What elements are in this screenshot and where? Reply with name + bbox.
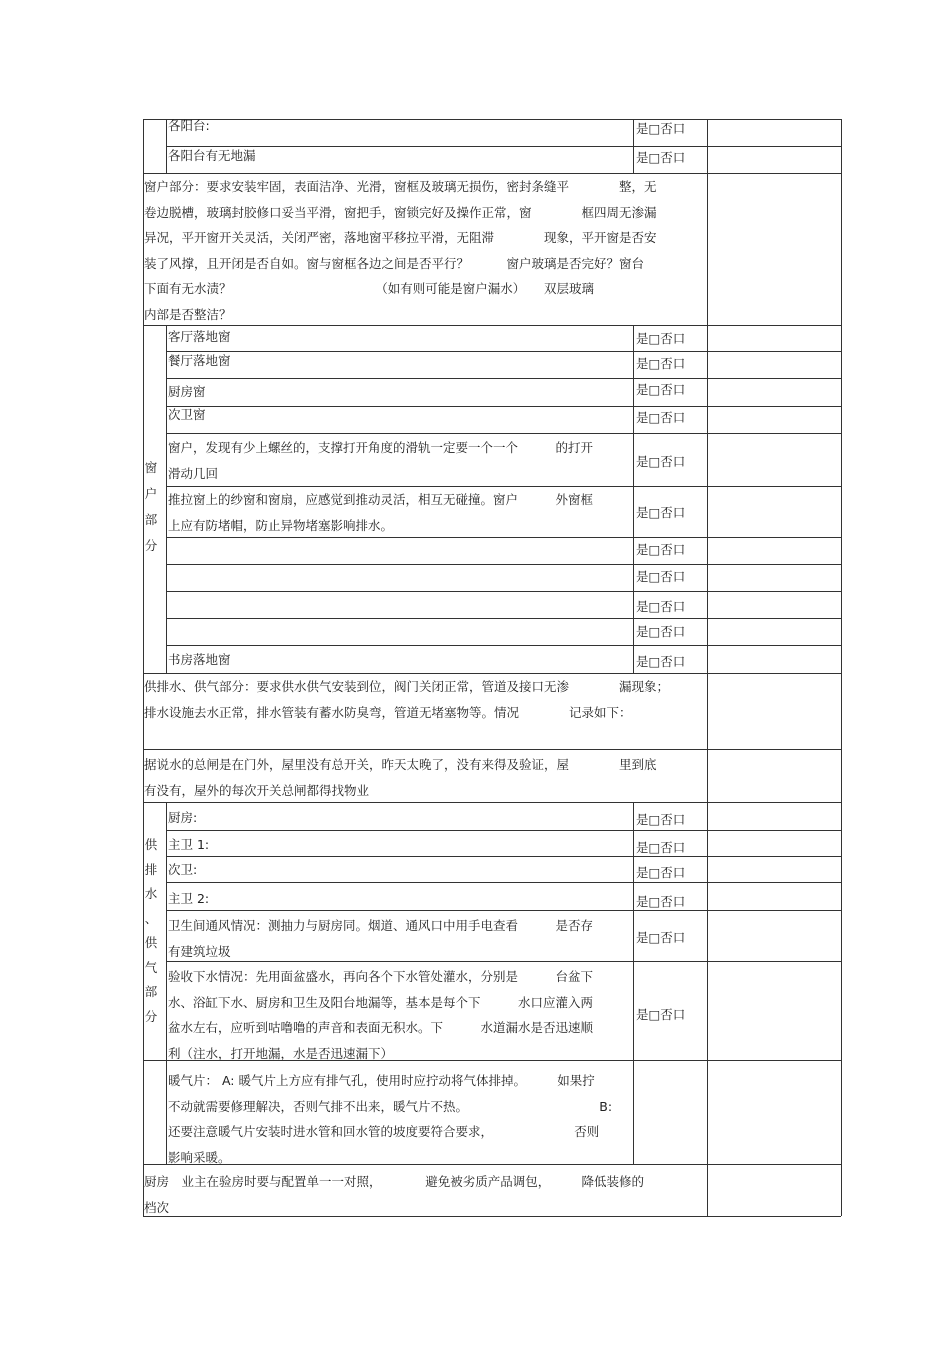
- balcony-drain-row-label: 各阳台有无地漏: [168, 148, 256, 163]
- blank-window-row-checkbox[interactable]: 是□否口: [636, 569, 686, 584]
- row-divider: [166, 146, 841, 147]
- section-divider: [143, 802, 841, 803]
- window-requirements-text: 窗户部分：要求安装牢固，表面洁净、光滑，窗框及玻璃无损伤，密封条缝平 整，无 卷边脱槽，玻璃封胶修口妥当平滑，窗把手，窗锁完好及操作正常，窗 框四周无渗漏 异况，平开窗开关灵活，关闭严密，落地窗平移拉平滑，无阻滞 现象，平开窗是否安 装了风撑，且开闭是否自如。窗与窗框各边之间是否平行？ 窗户玻璃是否完好？窗台 下面有无水渍？ （如有则可能是窗户漏水） 双层玻璃 内部是否整洁？: [144, 179, 657, 322]
- balcony-drain-yes-no-checkbox[interactable]: 是□否口: [636, 150, 686, 165]
- master-bath-2-label: 主卫 2:: [168, 891, 210, 906]
- study-window-checkbox[interactable]: 是□否口: [636, 654, 686, 669]
- kitchen-window-label: 厨房窗: [168, 384, 206, 399]
- blank-window-row-checkbox[interactable]: 是□否口: [636, 624, 686, 639]
- bathroom-ventilation-checkbox[interactable]: 是□否口: [636, 930, 686, 945]
- guest-bath-window-checkbox[interactable]: 是□否口: [636, 410, 686, 425]
- remarks-column-border: [707, 119, 708, 1216]
- master-bath-1-label: 主卫 1:: [168, 837, 210, 852]
- study-window-label: 书房落地窗: [168, 652, 231, 667]
- section-divider: [143, 1164, 841, 1165]
- table-right-border: [841, 119, 842, 1216]
- dining-room-window-checkbox[interactable]: 是□否口: [636, 356, 686, 371]
- section-divider: [143, 1060, 841, 1061]
- dining-room-window-label: 餐厅落地窗: [168, 353, 231, 368]
- row-divider: [166, 830, 841, 831]
- radiator-check-text: 暖气片： A: 暖气片上方应有排气孔，使用时应拧动将气体排掉。 如果拧 不动就需要修理解决，否则气排不出来，暖气片不热。 B: 还要注意暖气片安装时进水管和回水管的坡度要符合要求， 否则 影响采暖。: [168, 1073, 613, 1165]
- kitchen-appliance-note-text: 厨房 业主在验房时要与配置单一一对照， 避免被劣质产品调包， 降低装修的 档次: [144, 1174, 645, 1215]
- kitchen-window-checkbox[interactable]: 是□否口: [636, 382, 686, 397]
- window-hinge-checkbox[interactable]: 是□否口: [636, 454, 686, 469]
- living-room-window-checkbox[interactable]: 是□否口: [636, 331, 686, 346]
- guest-bath-water-checkbox[interactable]: 是□否口: [636, 865, 686, 880]
- water-inner-border: [166, 802, 167, 1060]
- master-bath-2-checkbox[interactable]: 是□否口: [636, 894, 686, 909]
- living-room-window-label: 客厅落地窗: [168, 329, 231, 344]
- water-check-border: [633, 802, 634, 1060]
- row-divider: [166, 351, 841, 352]
- section-divider: [143, 325, 841, 326]
- drain-test-text: 验收下水情况：先用面盆盛水，再向各个下水管处灌水，分别是 台盆下 水、浴缸下水、厨房和卫生及阳台地漏等，基本是每个下 水口应灌入两 盆水左右，应听到咕噜噜的声音和表面无积水。下 水道漏水是否迅速顺 利（注水，打开地漏，水是否迅速漏下）: [168, 969, 594, 1061]
- heater-check-border: [633, 1060, 634, 1164]
- balcony-yes-no-checkbox[interactable]: 是□否口: [636, 121, 686, 136]
- guest-bath-water-label: 次卫:: [168, 862, 198, 877]
- row-divider: [166, 564, 841, 565]
- row-divider: [166, 856, 841, 857]
- sliding-window-check-text: 推拉窗上的纱窗和窗扇，应感觉到推动灵活，相互无碰撞。窗户 外窗框 上应有防堵帽，防止异物堵塞影响排水。: [168, 492, 594, 533]
- water-section-category: 供 排 水 、 供 气 部 分: [144, 837, 158, 1024]
- master-bath-1-checkbox[interactable]: 是□否口: [636, 840, 686, 855]
- row-divider: [166, 406, 841, 407]
- sliding-window-checkbox[interactable]: 是□否口: [636, 505, 686, 520]
- blank-window-row-checkbox[interactable]: 是□否口: [636, 599, 686, 614]
- row-divider: [166, 591, 841, 592]
- window-hinge-check-text: 窗户，发现有少上螺丝的，支撑打开角度的滑轨一定要一个一个 的打开 滑动几回: [168, 440, 594, 481]
- window-section-category: 窗 户 部 分: [144, 460, 158, 553]
- kitchen-water-label: 厨房:: [168, 810, 198, 825]
- row-divider: [166, 645, 841, 646]
- water-requirements-text: 供排水、供气部分：要求供水供气安装到位，阀门关闭正常，管道及接口无渗 漏现象； 排水设施去水正常，排水管装有蓄水防臭弯，管道无堵塞物等。情况 记录如下：: [144, 679, 670, 720]
- row-divider: [166, 882, 841, 883]
- balcony-row-label: 各阳台:: [168, 118, 210, 133]
- drain-test-checkbox[interactable]: 是□否口: [636, 1007, 686, 1022]
- blank-window-row-checkbox[interactable]: 是□否口: [636, 542, 686, 557]
- section-divider: [143, 749, 841, 750]
- row-divider: [166, 910, 841, 911]
- table-top-border: [143, 119, 841, 120]
- heater-inner-border: [166, 1060, 167, 1164]
- bathroom-ventilation-text: 卫生间通风情况：测抽力与厨房同。烟道、通风口中用手电查看 是否存 有建筑垃圾: [168, 918, 594, 959]
- kitchen-water-checkbox[interactable]: 是□否口: [636, 812, 686, 827]
- row-divider: [166, 433, 841, 434]
- main-valve-note-text: 据说水的总闸是在门外，屋里没有总开关，昨天太晚了，没有来得及验证，屋 里到底 有没有，屋外的每次开关总闸都得找物业: [144, 757, 657, 798]
- row-divider: [166, 378, 841, 379]
- row-divider: [166, 618, 841, 619]
- guest-bath-window-label: 次卫窗: [168, 407, 206, 422]
